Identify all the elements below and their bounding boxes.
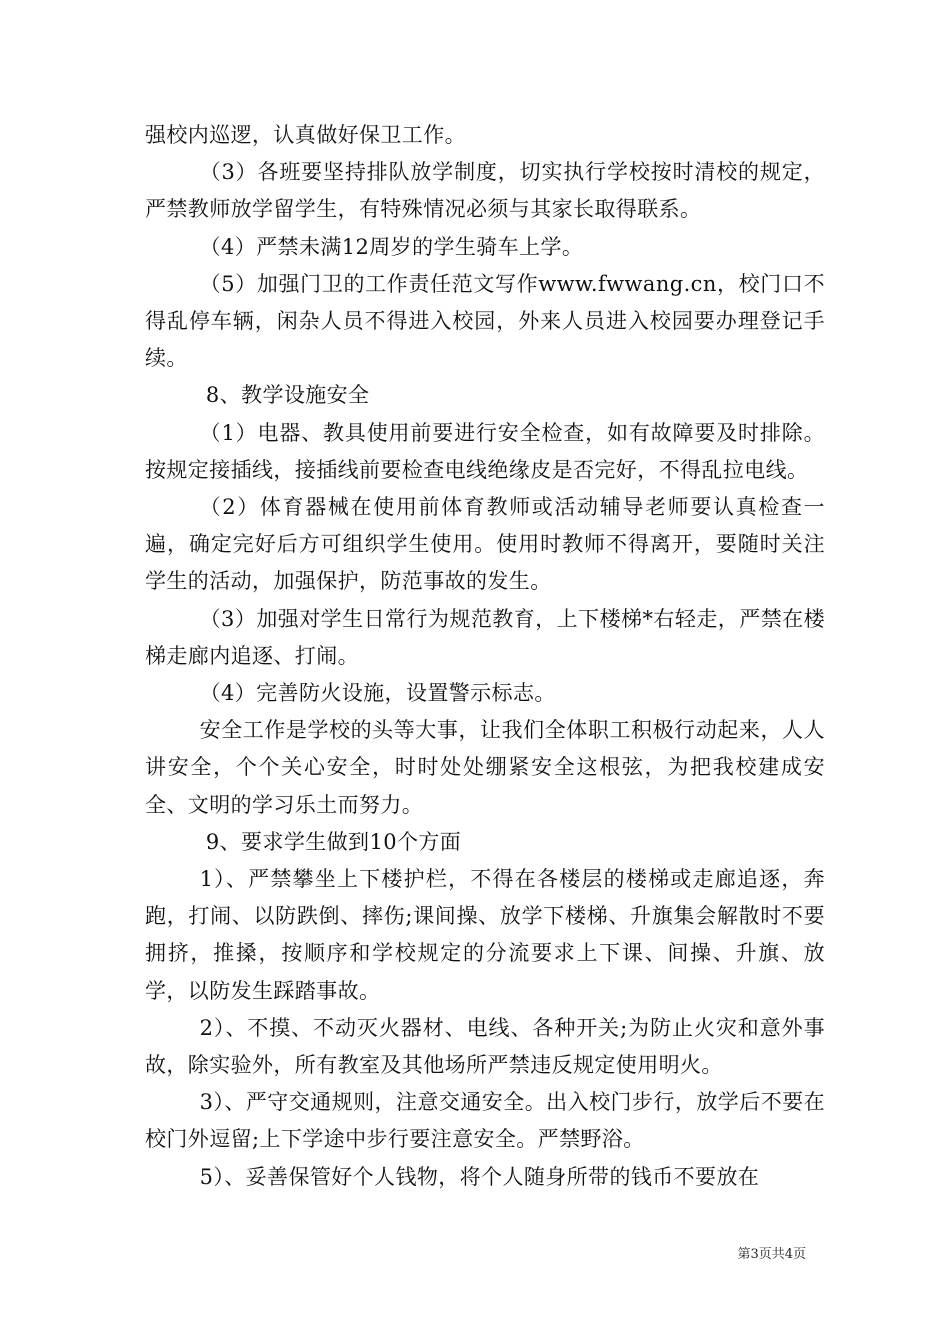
paragraph-rule-1: 1）、严禁攀坐上下楼护栏，不得在各楼层的楼梯或走廊追逐，奔跑，打闹、以防跌倒、摔伤;课间操、放学下楼梯、升旗集会解散时不要拥挤，推搡，按顺序和学校规定的分流要求上下课、间操、升旗、放学，以防发生踩踏事故。 (145, 867, 825, 1003)
paragraph-item-2-sports-equipment: （2）体育器械在使用前体育教师或活动辅导老师要认真检查一遍，确定完好后方可组织学生使用。使用时教师不得离开，要随时关注学生的活动，加强保护，防范事故的发生。 (145, 495, 825, 594)
paragraph-rule-2: 2）、不摸、不动灭火器材、电线、各种开关;为防止火灾和意外事故，除实验外，所有教室及其他场所严禁违反规定使用明火。 (145, 1015, 825, 1078)
paragraph-item-1-electrical: （1）电器、教具使用前要进行安全检查，如有故障要及时排除。按规定接插线，接插线前要检查电线绝缘皮是否完好，不得乱拉电线。 (145, 420, 825, 482)
paragraph-continuation: 强校内巡逻，认真做好保卫工作。 (145, 123, 466, 147)
page-number-footer: 第3页共4页 (737, 1247, 806, 1262)
paragraph-item-4-fire-safety: （4）完善防火设施，设置警示标志。 (199, 681, 556, 706)
paragraph-safety-summary: 安全工作是学校的头等大事，让我们全体职工积极行动起来，人人讲安全，个个关心安全，时时处处绷紧安全这根弦，为把我校建成安全、文明的学习乐土而努力。 (145, 718, 825, 817)
section-heading-9: 9、要求学生做到10个方面 (205, 829, 462, 854)
paragraph-item-5-gate-guard: （5）加强门卫的工作责任范文写作www.fwwang.cn，校门口不得乱停车辆，闲杂人员不得进入校园，外来人员进入校园要办理登记手续。 (145, 271, 825, 371)
section-heading-8: 8、教学设施安全 (205, 383, 370, 408)
paragraph-rule-3: 3）、严守交通规则，注意交通安全。出入校门步行，放学后不要在校门外逗留;上下学途中步行要注意安全。严禁野浴。 (145, 1090, 825, 1152)
document-body (145, 117, 825, 1196)
paragraph-rule-5: 5）、妥善保管好个人钱物，将个人随身所带的钱币不要放在 (199, 1164, 760, 1189)
paragraph-item-3-class-dismissal: （3）各班要坚持排队放学制度，切实执行学校按时清校的规定，严禁教师放学留学生，有特殊情况必须与其家长取得联系。 (145, 160, 825, 222)
paragraph-item-4-no-cycling: （4）严禁未满12周岁的学生骑车上学。 (199, 234, 584, 259)
paragraph-item-3-stairs: （3）加强对学生日常行为规范教育，上下楼梯*右轻走，严禁在楼梯走廊内追逐、打闹。 (145, 606, 825, 668)
